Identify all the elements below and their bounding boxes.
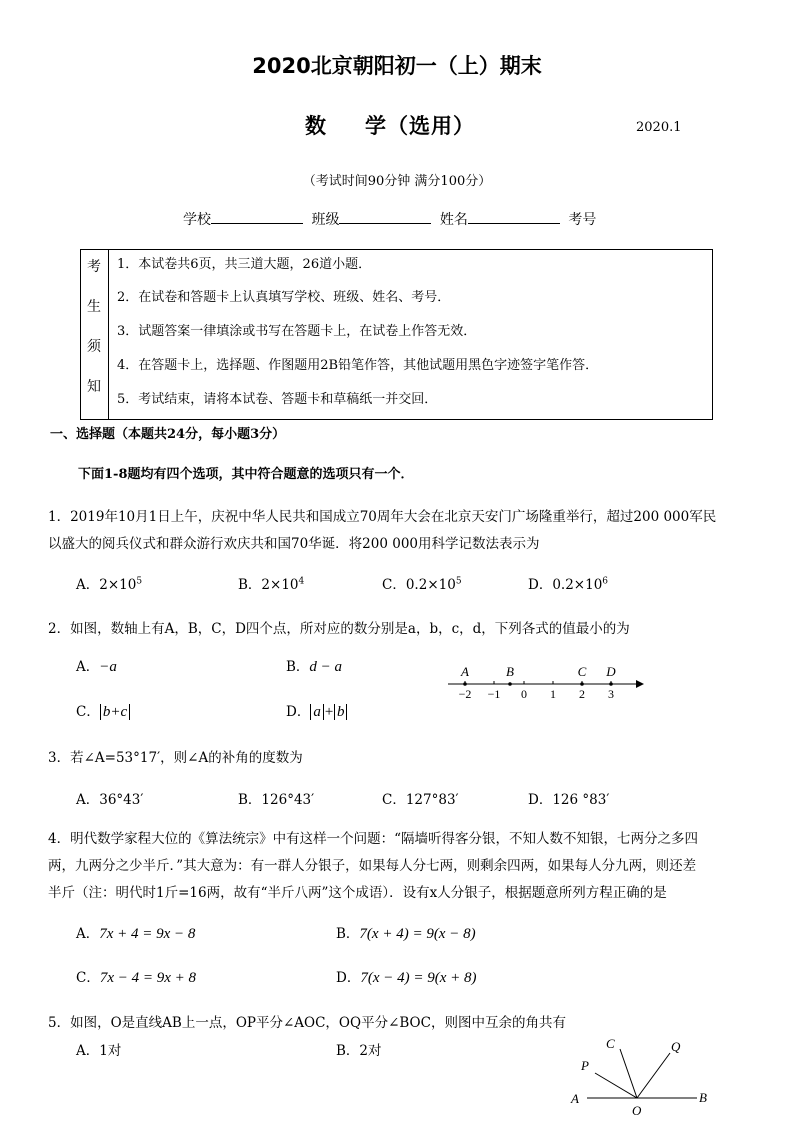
number-line-tick-label: 0	[521, 687, 527, 701]
q4-option-b: B．7(x + 4) = 9(x − 8)	[336, 926, 476, 942]
ray-oq	[637, 1053, 670, 1098]
q4-line1: 4．明代数学家程大位的《算法统宗》中有这样一个问题：“隔墙听得客分银，不知人数不知银，七两分之多四	[48, 831, 698, 847]
label-o: O	[632, 1103, 642, 1118]
section-instruction: 下面1-8题均有四个选项，其中符合题意的选项只有一个．	[78, 467, 414, 482]
field-name-label: 姓名	[439, 212, 468, 228]
number-line-point	[508, 682, 512, 686]
q1-line1: 1．2019年10月1日上午，庆祝中华人民共和国成立70周年大会在北京天安门广场隆重举行，超过200 000军民	[48, 509, 717, 525]
number-line-point-label: D	[606, 664, 616, 679]
q3-option-a: A．36°43′	[76, 792, 144, 808]
notice-side	[81, 250, 109, 419]
q2-option-d: D． a + b	[286, 700, 347, 721]
field-school-label: 学校	[183, 212, 211, 228]
number-line-point	[580, 682, 584, 686]
q3-option-b: B．126°43′	[238, 792, 315, 808]
q4-line3: 半斤（注：明代时1斤=16两，故有“半斤八两”这个成语）．设有x人分银子，根据题意所列方程正确的是	[48, 885, 667, 901]
q4-option-d: D．7(x − 4) = 9(x + 8)	[336, 970, 477, 986]
subject-char: 数	[305, 114, 327, 138]
label-a: A	[571, 1091, 579, 1106]
notice-item: 2．在试卷和答题卡上认真填写学校、班级、姓名、考号．	[117, 290, 451, 305]
notice-item: 1．本试卷共6页，共三道大题，26道小题．	[117, 257, 372, 272]
q3-option-d: D．126 °83′	[528, 792, 610, 808]
subject-title	[305, 110, 475, 140]
q2-option-a: A．−a	[76, 659, 117, 675]
subject-rest: 学（选用）	[365, 114, 475, 138]
number-line-point	[609, 682, 613, 686]
school-blank[interactable]	[211, 211, 303, 224]
exam-title: 2020北京朝阳初一（上）期末	[252, 54, 542, 78]
q1-line2: 以盛大的阅兵仪式和群众游行欢庆共和国70华诞．将200 000用科学记数法表示为	[48, 536, 540, 552]
time-info: （考试时间90分钟 满分100分）	[302, 174, 492, 189]
number-line-point-label: B	[506, 664, 514, 679]
q2-option-b: B．d − a	[286, 659, 343, 675]
q5-text: 5．如图，O是直线AB上一点，OP平分∠AOC，OQ平分∠BOC，则图中互余的角共有	[48, 1015, 566, 1031]
field-id-label: 考号	[568, 212, 597, 228]
section-title: 一、选择题（本题共24分，每小题3分）	[50, 427, 286, 442]
q1-option-d: D．$0.2\times 10^6$	[528, 576, 609, 593]
q1-option-b: B．$2\times 10^4$	[238, 576, 305, 593]
notice-side-char: 考	[87, 259, 101, 275]
exam-date: 2020.1	[636, 120, 682, 135]
name-blank[interactable]	[468, 211, 560, 224]
q1-option-c: C．$0.2\times 10^5$	[382, 576, 462, 593]
q3-option-c: C．127°83′	[382, 792, 459, 808]
notice-side-char: 生	[87, 299, 101, 315]
q2-text: 2．如图，数轴上有A，B，C，D四个点，所对应的数分别是a，b，c，d，下列各式的值最小的为	[48, 621, 630, 637]
q5-option-a: A．1对	[76, 1043, 122, 1059]
notice-item: 3．试题答案一律填涂或书写在答题卡上，在试卷上作答无效．	[117, 324, 477, 339]
notice-item: 5．考试结束，请将本试卷、答题卡和草稿纸一并交回．	[117, 392, 438, 407]
number-line-tick-label: −2	[458, 687, 472, 701]
q4-option-a: A．7x + 4 = 9x − 8	[76, 926, 196, 942]
notice-item: 4．在答题卡上，选择题、作图题用2B铅笔作答，其他试题用黑色字迹签字笔作答．	[117, 358, 599, 373]
q5-option-b: B．2对	[336, 1043, 382, 1059]
field-class-label: 班级	[311, 212, 340, 228]
ray-oc	[620, 1049, 637, 1098]
number-line-figure	[440, 660, 650, 706]
q1-option-a: A．$2\times 10^5$	[76, 576, 143, 593]
student-fields	[183, 209, 596, 229]
number-line-tick-label: 2	[579, 687, 585, 701]
number-line-point-label: C	[577, 664, 587, 679]
label-b: B	[699, 1090, 707, 1105]
number-line-tick-label: 3	[608, 687, 614, 701]
label-q: Q	[671, 1039, 681, 1054]
number-line-point-label: A	[461, 664, 469, 679]
label-c: C	[606, 1036, 615, 1051]
class-blank[interactable]	[339, 211, 431, 224]
number-line-tick-label: −1	[487, 687, 501, 701]
number-line-tick-label: 1	[550, 687, 556, 701]
q4-option-c: C．7x − 4 = 9x + 8	[76, 970, 197, 986]
notice-side-char: 须	[87, 339, 101, 355]
arrow-icon	[636, 680, 644, 688]
notice-side-char: 知	[87, 379, 101, 395]
q4-line2: 两，九两分之少半斤．”其大意为：有一群人分银子，如果每人分七两，则剩余四两，如果每人分九两，则还差	[48, 858, 697, 874]
number-line-point	[463, 682, 467, 686]
notice-box	[80, 249, 713, 420]
q3-text: 3．若∠A=53°17′，则∠A的补角的度数为	[48, 750, 303, 766]
number-line-points	[460, 664, 616, 686]
angle-figure	[565, 1033, 715, 1121]
q2-option-c: C． b+c	[76, 700, 130, 721]
ray-op	[595, 1073, 637, 1098]
label-p: P	[581, 1058, 589, 1073]
